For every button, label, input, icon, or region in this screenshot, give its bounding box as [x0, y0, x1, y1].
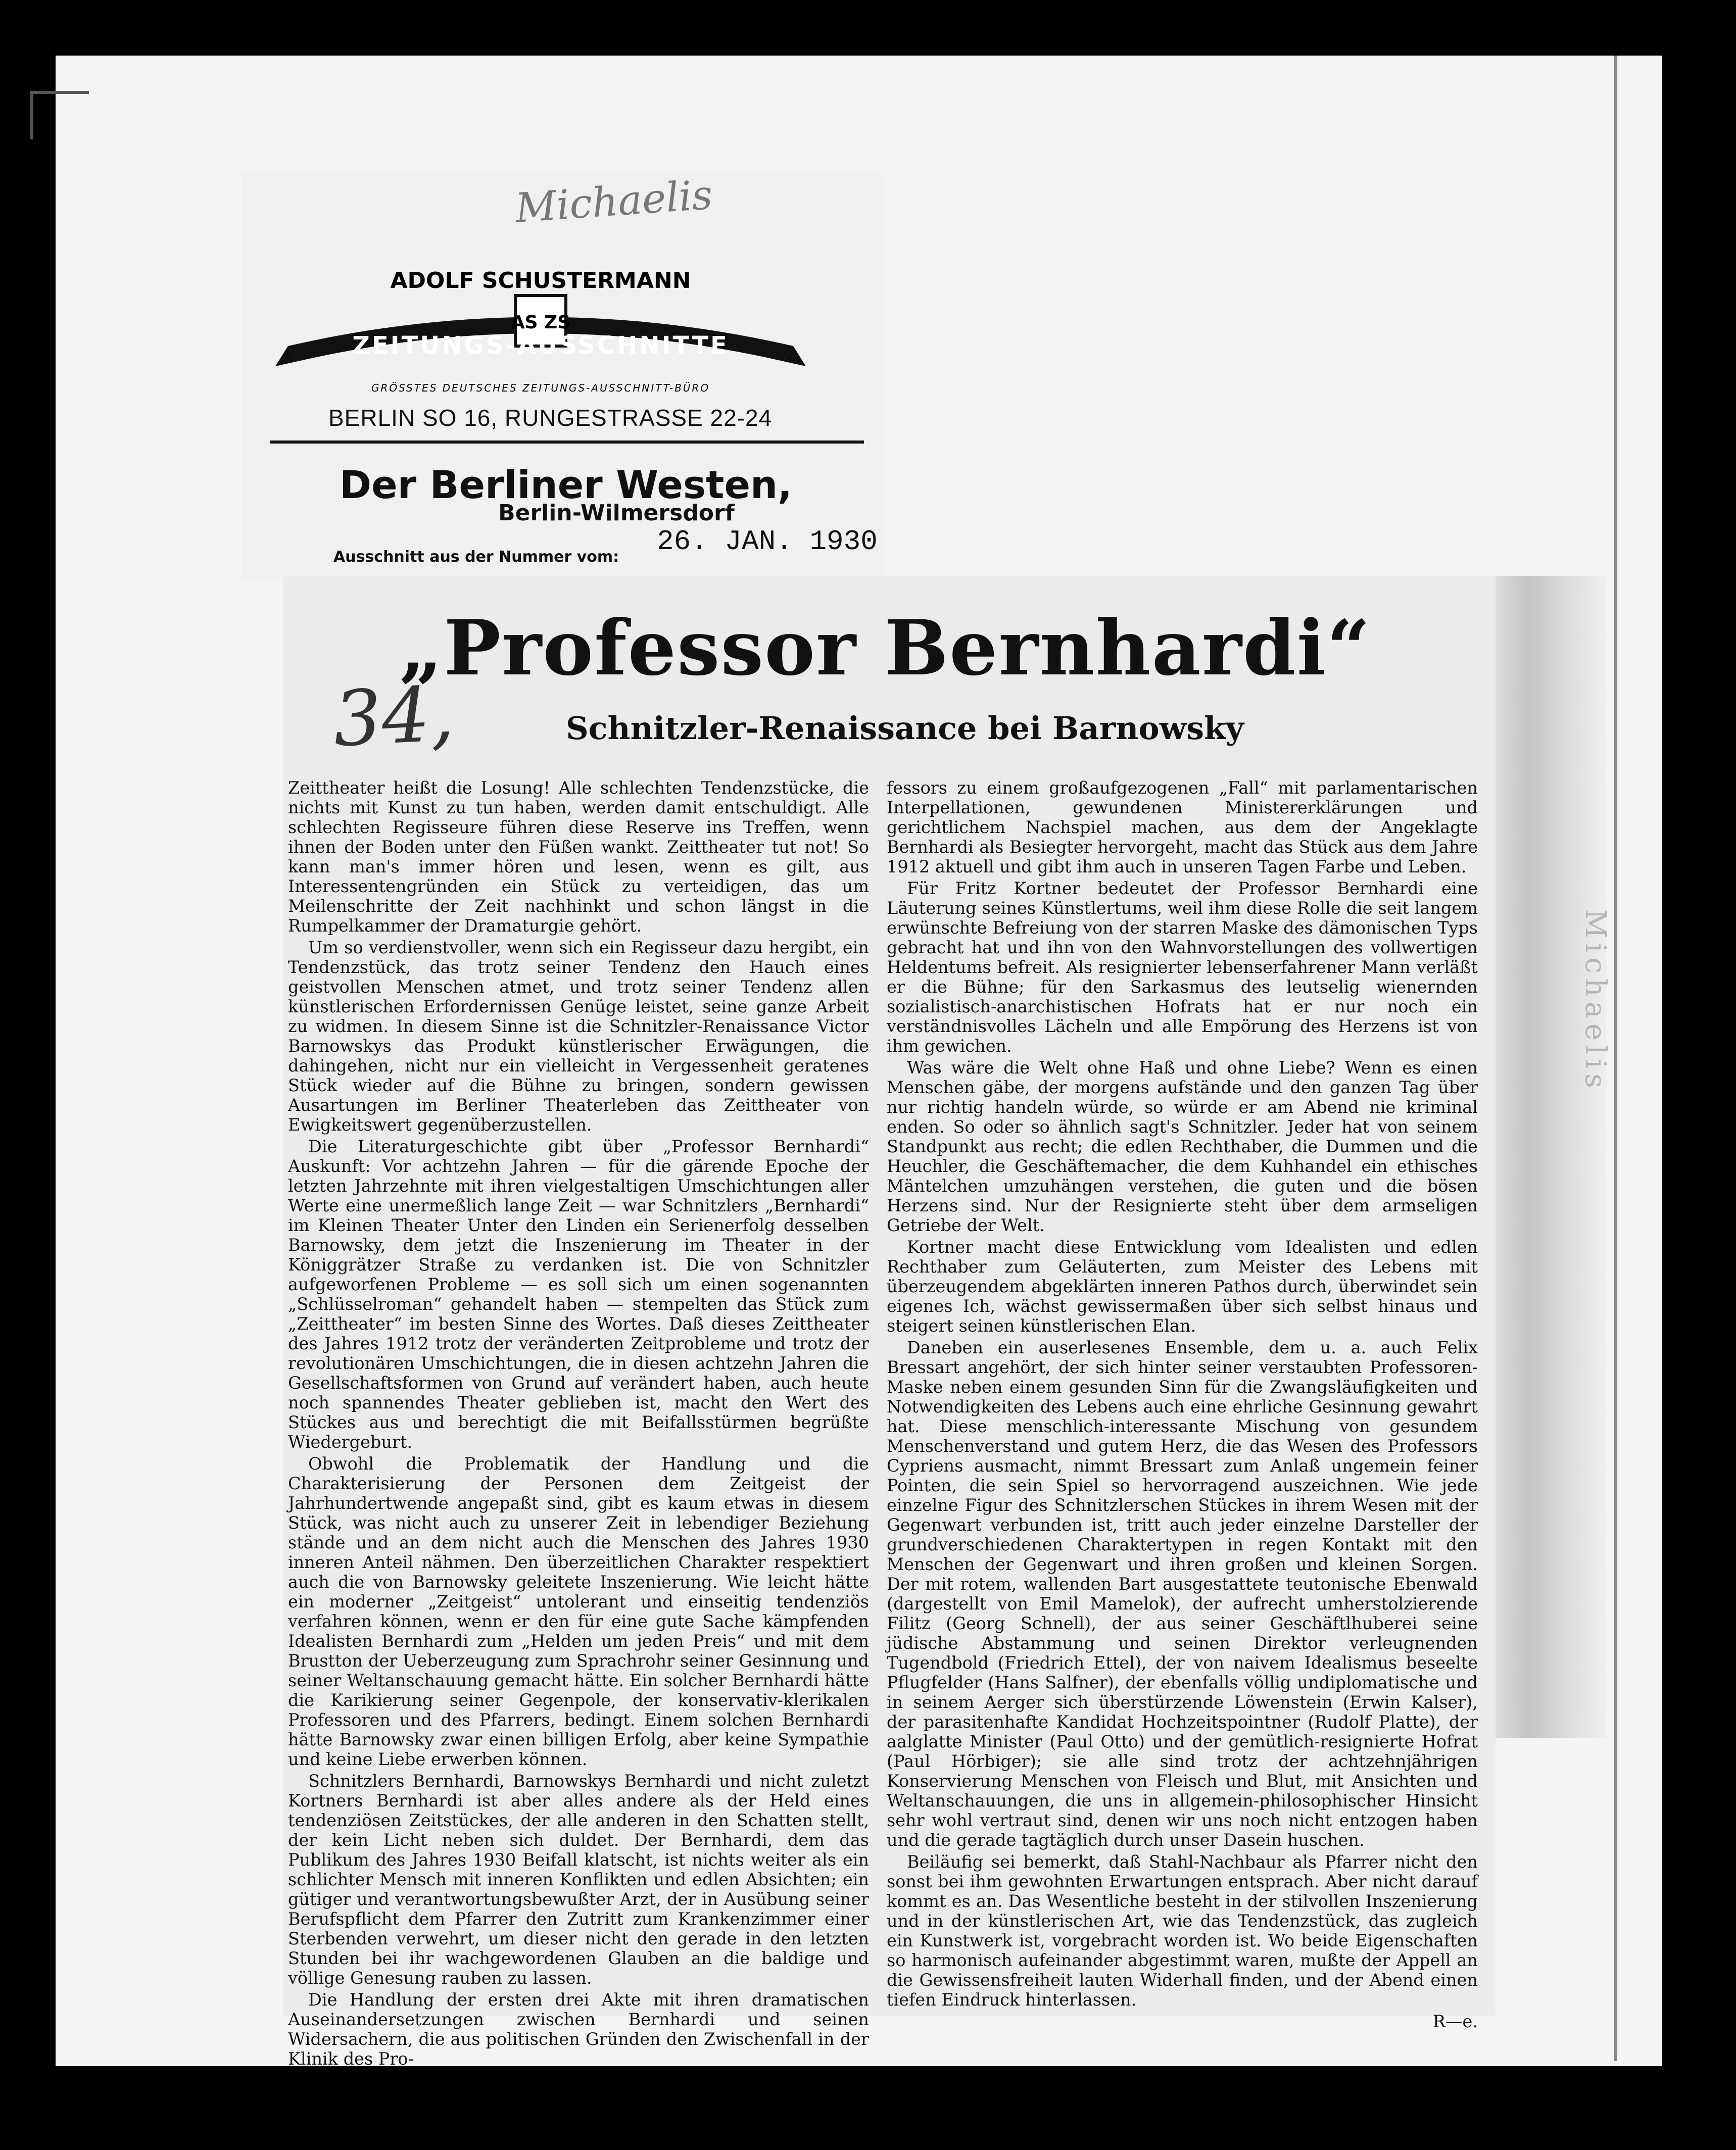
header-rule: [270, 441, 864, 444]
paragraph: Die Literaturgeschichte gibt über „Professor Bernhardi“ Auskunft: Vor achtzehn Jahren — für die gärende Epoche der letzten Jahrzehnte mit ihren vielgestaltigen Umschichtungen aller Werte eine unermeßlich lange Zeit — war Schnitzlers „Bernhardi“ im Kleinen Theater Unter den Linden ein Serienerfolg desselben Barnowsky, dem jetzt die Inszenierung im Theater in der Königgrätzer Straße zu verdanken ist. Die von Schnitzler aufgeworfenen Probleme — es soll sich um einen sogenannten „Schlüsselroman“ gehandelt haben — stempelten das Stück zum „Zeittheater“ im besten Sinne des Wortes. Daß dieses Zeittheater des Jahres 1912 trotz der veränderten Zeitprobleme und trotz der revolutionären Umschichtungen, die in diesen achtzehn Jahren die Gesellschaftsformen von Grund auf verändert haben, auch heute noch spannendes Theater geblieben ist, macht den Wert des Stückes aus und berechtigt die mit Beifallsstürmen begrüßte Wiedergeburt.: [288, 1137, 869, 1452]
clipping-service-logo: [278, 258, 803, 429]
paragraph: Die Handlung der ersten drei Akte mit ihren dramatischen Auseinandersetzungen zwischen Bernhardi und seinen Widersachern, die aus politischen Gründen den Zwischenfall in der Klinik des Pro-: [288, 1990, 869, 2069]
author-signature: R—e.: [1432, 2012, 1478, 2031]
paragraph: fessors zu einem großaufgezogenen „Fall“ mit parlamentarischen Interpellationen, gewundenen Ministererklärungen und gerichtlichem Nachspiel machen, aus dem der Angeklagte Bernhardi als Besiegter hervorgeht, macht das Stück aus dem Jahre 1912 aktuell und gibt ihm auch in unseren Tagen Farbe und Leben.: [887, 778, 1478, 876]
logo-tagline: GRÖSSTES DEUTSCHES ZEITUNGS-AUSSCHNITT-BÜRO: [371, 382, 710, 394]
newspaper-city: Berlin-Wilmersdorf: [498, 500, 735, 526]
paragraph: Daneben ein auserlesenes Ensemble, dem u. a. auch Felix Bressart angehört, der sich hinter seiner verstaubten Professoren-Maske neben einem gesunden Sinn für die Zwangsläufigkeiten und Notwendigkeiten des Lebens auch eine ehrliche Gesinnung gewahrt hat. Diese menschlich-interessante Mischung von gesundem Menschenverstand und gutem Herz, die das Wesen des Professors Cypriens ausmacht, nimmt Bressart zum Anlaß ungemein feiner Pointen, die sein Spiel so hervorragend auszeichnen. Wie jede einzelne Figur des Schnitzlerschen Stückes in ihrem Wesen mit der Gegenwart verbunden ist, tritt auch jeder einzelne Darsteller der grundverschiedenen Charaktertypen in regen Kontakt mit den Menschen der Gegenwart und ihren großen und kleinen Sorgen. Der mit rotem, wallenden Bart ausgestattete teutonische Ebenwald (dargestellt von Emil Mamelok), der aufrecht umherstolzierende Filitz (Georg Schnell), der aus seiner Geschäftlhuberei seine jüdische Abstammung und seinen Direktor verleugnenden Tugendbold (Friedrich Ettel), der von naivem Idealismus beseelte Pflugfelder (Hans Salfner), der ebenfalls völlig undiplomatische und in seinem Aerger sich überstürzende Löwenstein (Erwin Kalser), der parasitenhafte Kandidat Hochzeitspointner (Rudolf Platte), der aalglatte Minister (Paul Otto) und der gemütlich-resignierte Hofrat (Paul Hörbiger); sie alle sind trotz der achtzehnjährigen Konservierung Menschen von Fleisch und Blut, mit Ansichten und Weltanschauungen, die uns in allgemein-philosophischer Hinsicht sehr wohl vertraut sind, denen wir uns noch nicht entzogen haben und die gerade tagtäglich durch unser Dasein huschen.: [887, 1338, 1478, 1850]
article-subtitle: Schnitzler-Renaissance bei Barnowsky: [566, 710, 1244, 747]
excerpt-label: Ausschnitt aus der Nummer vom:: [333, 548, 619, 566]
logo-top-text: ADOLF SCHUSTERMANN: [390, 268, 691, 294]
paragraph: Um so verdienstvoller, wenn sich ein Regisseur dazu hergibt, ein Tendenzstück, das trotz seiner Tendenz den Hauch eines geistvollen Menschen atmet, und trotz seiner Tendenz allen künstlerischen Erfordernissen Genüge leistet, seine ganze Arbeit zu widmen. In diesem Sinne ist die Schnitzler-Renaissance Victor Barnowskys das Produkt künstlerischer Erwägungen, die dahingehen, nicht nur ein vielleicht in Vergessenheit geratenes Stück wieder auf die Bühne zu bringen, sondern gewissen Ausartungen im Berliner Theaterleben das Zeittheater von Ewigkeitswert gegenüberzustellen.: [288, 938, 869, 1135]
newspaper-name: Der Berliner Westen,: [340, 462, 792, 507]
paragraph: Was wäre die Welt ohne Haß und ohne Liebe? Wenn es einen Menschen gäbe, der morgens aufstände und den ganzen Tag über nur richtig handeln würde, so würde er am Abend nie kriminal enden. So oder so ähnlich sagt's Schnitzler. Jeder hat von seinem Standpunkt aus recht; die edlen Rechthaber, die Dummen und die Heuchler, die Geschäftemacher, die dem Kuhhandel ein ethisches Mäntelchen umzuhängen verstehen, die guten und die bösen Herzens sind. Nur der Resignierte steht über dem armseligen Getriebe der Welt.: [887, 1058, 1478, 1235]
sheet-edge-line: [1614, 56, 1617, 2061]
paragraph: Kortner macht diese Entwicklung vom Idealisten und edlen Rechthaber zum Geläuterten, zum Meister des Lebens mit überzeugendem abgeklärten inneren Pathos durch, überwindet sein eigenes Ich, wächst gewissermaßen über sich selbst hinaus und steigert seinen künstlerischen Elan.: [887, 1237, 1478, 1336]
paragraph: Beiläufig sei bemerkt, daß Stahl-Nachbaur als Pfarrer nicht den sonst bei ihm gewohnten Erwartungen entsprach. Aber nicht darauf kommt es an. Das Wesentliche besteht in der stilvollen Inszenierung und in der künstlerischen Art, wie das Tendenzstück, das zugleich ein Kunstwerk ist, vorgebracht worden ist. Wo beide Eigenschaften so harmonisch aufeinander abgestimmt waren, mußte der Appell an die Gewissensfreiheit lauten Widerhall finden, und der Abend einen tiefen Eindruck hinterlassen.: [887, 1852, 1478, 2010]
paragraph: Für Fritz Kortner bedeutet der Professor Bernhardi eine Läuterung seines Künstlertums, weil ihm diese Rolle die seit langem erwünschte Befreiung von der starren Maske des dämonischen Typs gebracht hat und ihn von den Wahnvorstellungen des vollwertigen Heldentums befreit. Als resignierter lebenserfahrener Mann verläßt er die Bühne; für den Sarkasmus des leutselig wienernden sozialistisch-anarchistischen Hofrats hat er nur noch ein verständnisvolles Lächeln und alle Empörung des Herzens ist von ihm gewichen.: [887, 878, 1478, 1056]
article-title: „Professor Bernhardi“: [399, 604, 1372, 693]
handwritten-note: Michaelis: [513, 171, 714, 232]
logo-banner-text: ZEITUNGS-AUSSCHNITTE: [352, 331, 729, 360]
article-left-column: [288, 778, 869, 2069]
article-right-column: [887, 778, 1478, 2031]
paragraph: Schnitzlers Bernhardi, Barnowskys Bernhardi und nicht zuletzt Kortners Bernhardi ist aber alles andere als der Held eines tendenziösen Zeitstückes, der alle anderen in den Schatten stellt, der kein Licht neben sich duldet. Der Bernhardi, dem das Publikum des Jahres 1930 Beifall klatscht, ist nichts weiter als ein schlichter Mensch mit inneren Konflikten und edlen Absichten; ein gütiger und verantwortungsbewußter Arzt, der in Ausübung seiner Berufspflicht dem Pfarrer den Zutritt zum Krankenzimmer einer Sterbenden verwehrt, um dieser nicht den gerade in den letzten Stunden bei ihr wachgewordenen Glauben an die baldige und völlige Genesung rauben zu lassen.: [288, 1771, 869, 1988]
date-stamp: 26. JAN. 1930: [657, 525, 878, 558]
paragraph: Zeittheater heißt die Losung! Alle schlechten Tendenzstücke, die nichts mit Kunst zu tun haben, werden damit entschuldigt. Alle schlechten Regisseure führen diese Reserve ins Treffen, wenn ihnen der Boden unter den Füßen wankt. Zeittheater tut not! So kann man's immer hören und lesen, wenn es gilt, aus Interessentengründen ein Stück zu verteidigen, das um Meilenschritte der Zeit nachhinkt und schon längst in die Rumpelkammer der Dramaturgie gehört.: [288, 778, 869, 936]
paragraph: Obwohl die Problematik der Handlung und die Charakterisierung der Personen dem Zeitgeist der Jahrhundertwende angepaßt sind, gibt es kaum etwas in diesem Stück, was nicht auch zu unserer Zeit in lebendiger Beziehung stände und an dem nicht auch die Menschen des Jahres 1930 inneren Anteil nähmen. Den überzeitlichen Charakter respektiert auch die von Barnowsky geleitete Inszenierung. Wie leicht hätte ein moderner „Zeitgeist“ untolerant und einseitig tendenziös verfahren können, wenn er den für eine gute Sache kämpfenden Idealisten Bernhardi zum „Helden um jeden Preis“ und mit dem Brustton der Ueberzeugung zum Sprachrohr seiner Gesinnung und seiner Weltanschauung gemacht hätte. Ein solcher Bernhardi hätte die Karikierung seiner Gegenpole, der konservativ-klerikalen Professoren und des Pfarrers, bedingt. Einem solchen Bernhardi hätte Barnowsky zwar einen billigen Erfolg, aber keine Sympathie und keine Liebe erwerben können.: [288, 1454, 869, 1769]
logo-monogram: AS ZS: [510, 312, 571, 333]
faint-margin-text: Michaelis: [1579, 909, 1612, 1093]
clipping-service-address: BERLIN SO 16, RUNGESTRASSE 22-24: [328, 405, 773, 431]
pencil-number: 34,: [331, 670, 456, 764]
corner-crop-mark: [30, 91, 89, 139]
